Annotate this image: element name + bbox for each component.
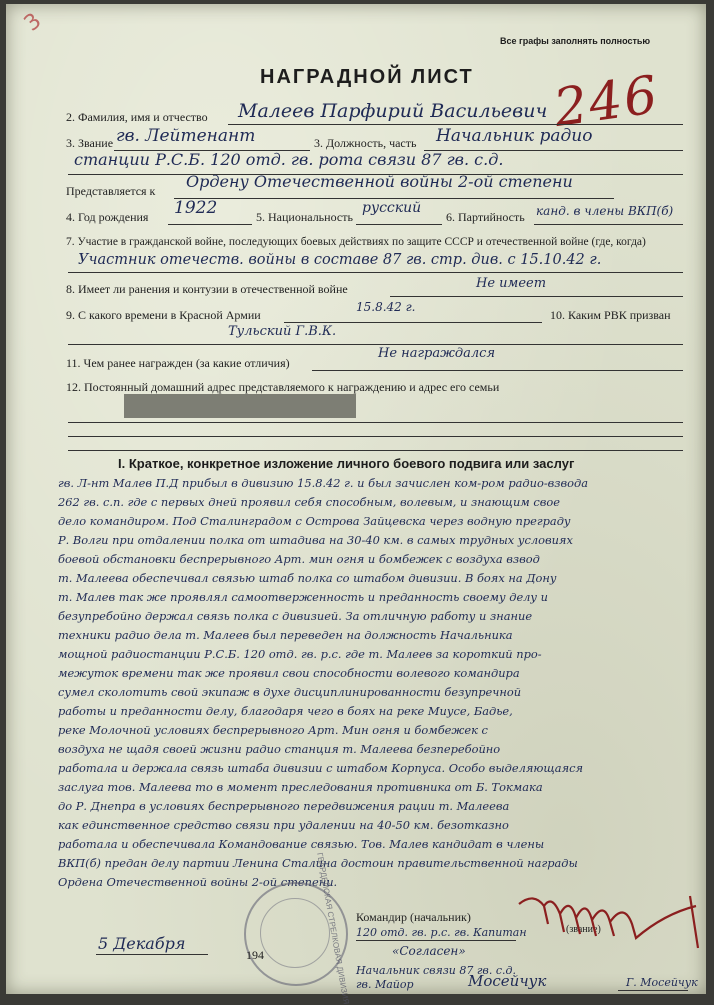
stamp-text: ГВАРДЕЙСКАЯ СТРЕЛКОВАЯ ДИВИЗИЯ [315,851,351,1005]
year-text: 194 [246,948,264,962]
field-rvk-label: 10. Каким РВК призван [550,308,671,322]
field-army-since-label: 9. С какого времени в Красной Армии [66,308,261,322]
field-name-line [228,124,683,125]
field-rank-label: 3. Звание [66,136,114,150]
narrative-line: работала и обеспечивала Командование связью. Тов. Малев кандидат в члены [58,837,545,851]
field-wounds-line [390,296,683,297]
field-war-label: 7. Участие в гражданской войне, последующих боевых действиях по защите СССР и отечественной войне (где, когда) [66,236,646,248]
field-birthyear-line [168,224,252,225]
date-line [96,954,208,955]
field-army-since-line [284,322,542,323]
narrative-line: сумел сколотить свой экипаж в духе дисциплинированности безупречной [58,685,522,699]
narrative-line: безупребойно держал связь полка с дивизией. За отличную работу и знание [58,609,533,623]
narrative-line: т. Малеева обеспечивал связью штаб полка со штабом дивизии. В боях на Дону [58,571,557,585]
field-presented-label: Представляется к [66,184,156,198]
field-name-label: 2. Фамилия, имя и отчество [66,110,208,124]
field-rank-value: гв. Лейтенант [116,126,256,146]
narrative-line: техники радио дела т. Малеев был переведен на должность Начальника [58,628,513,642]
date-text: 5 Декабря [98,934,186,953]
field-party-label: 6. Партийность [446,210,525,224]
field-rvk-line [68,344,683,345]
award-sheet-page [6,4,706,1005]
field-presented-line [174,198,614,199]
field-war-line [68,272,683,273]
field-post-value-cont: станции Р.С.Б. 120 отд. гв. рота связи 87 гв. с.д. [74,150,504,169]
field-address-line-3 [68,450,683,451]
field-address-label: 12. Постоянный домашний адрес представляемого к награждению и адрес его семьи [66,380,500,394]
field-rvk-value: Тульский Г.В.К. [228,324,337,339]
narrative-line: воздуха не щадя своей жизни радио станция т. Малеева безперебойно [58,742,501,756]
corner-note: Все графы заполнять полностью [500,36,651,46]
field-party-value: канд. в члены ВКП(б) [536,204,674,218]
field-wounds-value: Не имеет [476,276,547,291]
commander-unit-line [356,940,516,941]
narrative-line: 262 гв. с.п. где с первых дней проявил себя способным, волевым, и знающим свое [58,495,560,509]
narrative-line: как единственное средство связи при удалении на 40-50 км. безотказно [58,818,509,832]
narrative-line: т. Малев так же проявлял самоотверженность и преданность своему делу и [58,590,548,604]
narrative-line: боевой обстановки беспрерывного Арт. мин огня и бомбежек с воздуха взвод [58,552,540,566]
field-previous-awards-value: Не награждался [378,346,496,361]
field-army-since-value: 15.8.42 г. [356,300,416,314]
narrative-line: реке Молочной условиях беспрерывного Арт. Мин огня и бомбежек с [58,723,488,737]
field-war-value: Участник отечеств. войны в составе 87 гв. стр. див. с 15.10.42 г. [78,252,602,268]
field-post-label: 3. Должность, часть [314,136,417,150]
narrative-line: гв. Л-нт Малев П.Д прибыл в дивизию 15.8.42 г. и был зачислен ком-ром радио-взвода [58,476,589,490]
registration-number: 246 [550,64,663,140]
redacted-address-block [124,394,356,418]
commander-unit: 120 отд. гв. р.с. гв. Капитан [356,926,527,939]
field-birthyear-value: 1922 [174,198,218,218]
field-previous-awards-line [312,370,683,371]
narrative-line: до Р. Днепра в условиях беспрерывного передвижения рации т. Малеева [58,799,510,813]
field-name-value: Малеев Парфирий Васильевич [238,100,548,122]
agreed-rank: гв. Майор [356,978,414,991]
agreed-signature: Мосейчук [468,972,547,990]
field-party-line [534,224,683,225]
field-birthyear-label: 4. Год рождения [66,210,149,224]
page-title: НАГРАДНОЙ ЛИСТ [260,66,474,88]
field-address-line-1 [68,422,683,423]
commander-signature [514,884,704,954]
agreed-text: «Согласен» [392,944,466,958]
agreed-initial-line [618,990,688,991]
commander-label: Командир (начальник) [356,910,471,924]
field-nationality-line [356,224,442,225]
red-corner-mark: 3 [19,8,47,37]
narrative-line: ВКП(б) предан делу партии Ленина Сталина достоин правительственной награды [58,856,578,870]
narrative-line: работы и преданности делу, благодаря чего в боях на реке Миусе, Бадье, [58,704,513,718]
field-presented-value: Ордену Отечественной войны 2-ой степени [186,172,573,191]
round-stamp [244,851,351,1005]
agreed-position: Начальник связи 87 гв. с.д. [356,964,516,977]
section-title: I. Краткое, конкретное изложение личного боевого подвига или заслуг [118,456,575,471]
stamp-inner-ring [260,898,330,968]
field-nationality-value: русский [362,200,422,216]
rank-caption: (звание) [566,924,601,935]
narrative-line: Ордена Отечественной войны 2-ой степени. [58,875,338,889]
narrative-line: работала и держала связь штаба дивизии с штабом Корпуса. Особо выделяющаяся [58,761,584,775]
field-wounds-label: 8. Имеет ли ранения и контузии в отечественной войне [66,282,348,296]
field-previous-awards-label: 11. Чем ранее награжден (за какие отличия) [66,356,290,370]
narrative-line: межуток времени так же проявил свои способности волевого командира [58,666,520,680]
agreed-initial: Г. Мосейчук [626,976,698,989]
narrative-line: заслуга тов. Малеева то в момент преследования противника от Б. Токмака [58,780,543,794]
narrative-line: Р. Волги при отдалении полка от штадива на 30-40 км. в самых трудных условиях [58,533,573,547]
narrative-line: мощной радиостанции Р.С.Б. 120 отд. гв. р.с. где т. Малеев за короткий про- [58,647,542,661]
field-post-value: Начальник радио [436,126,593,146]
field-nationality-label: 5. Национальность [256,210,353,224]
field-address-line-2 [68,436,683,437]
narrative-line: дело командиром. Под Сталинградом с Острова Зайцевска через водную преграду [58,514,571,528]
